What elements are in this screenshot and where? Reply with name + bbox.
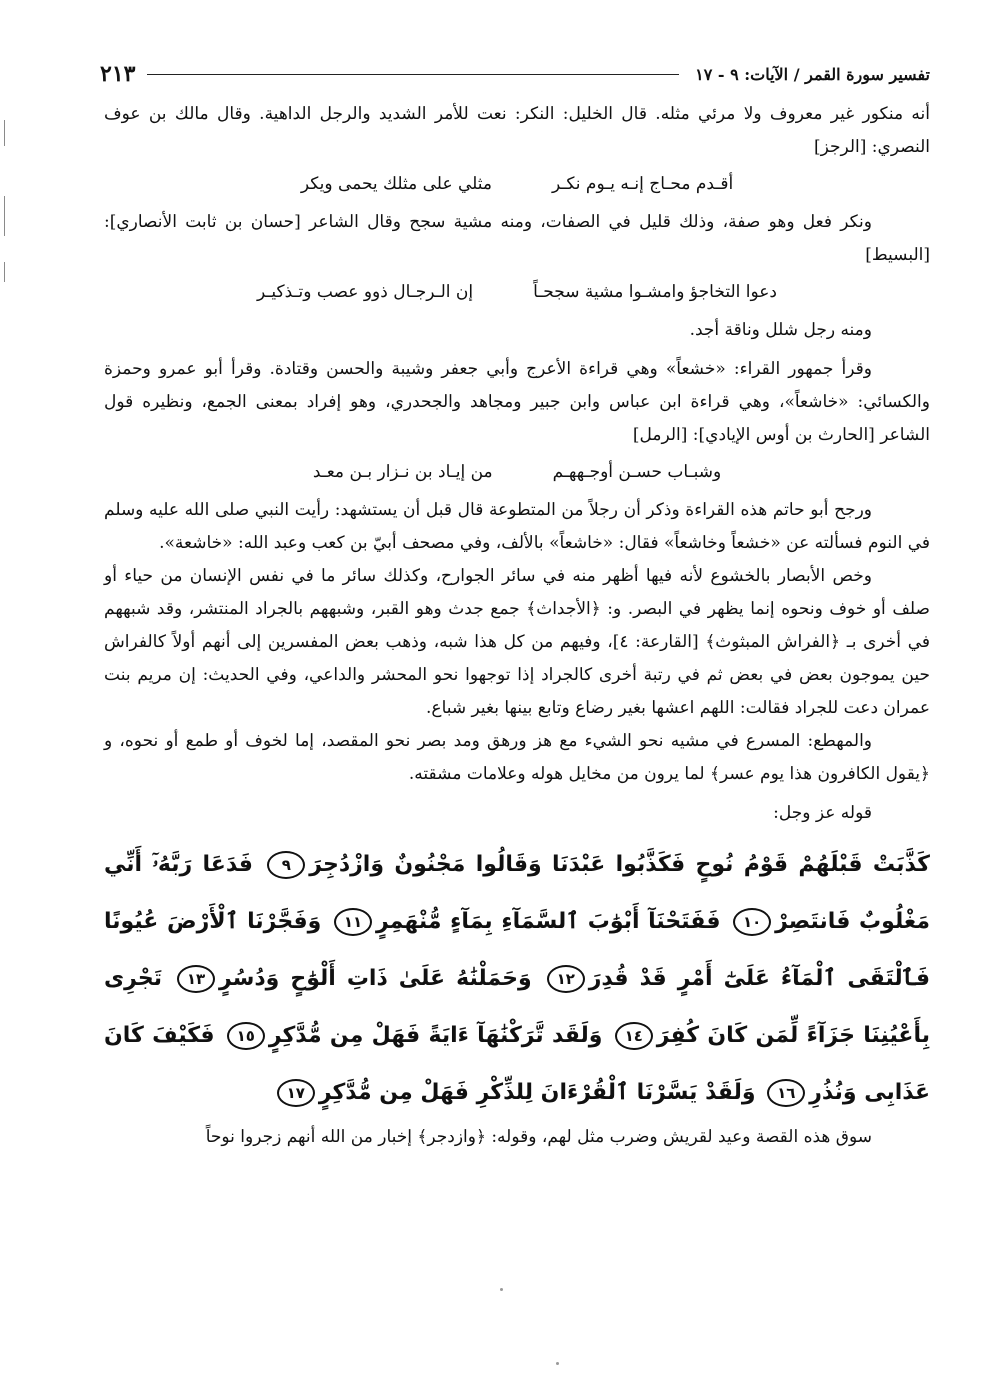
verse-second-hemistich: إن الـرجـال ذوو عصب وتـذكيـر: [257, 282, 474, 302]
poetry-verse: [104, 454, 930, 490]
ayah-number-marker: ١٤: [615, 1022, 653, 1050]
ayah-number-marker: ١٥: [227, 1022, 265, 1050]
ayah-number-marker: ٩: [267, 851, 305, 879]
paragraph: قوله عز وجل:: [773, 803, 872, 823]
ayah-number-marker: ١١: [334, 908, 372, 936]
page-body: [104, 98, 930, 1154]
scan-edge-mark: [4, 262, 5, 282]
quran-ayah: وَلَقَد تَّرَكْنَٰهَآ ءَايَةً فَهَلْ مِن مُّدَّكِرٍ: [268, 1023, 603, 1048]
paragraph: وخص الأبصار بالخشوع لأنه فيها أظهر منه في سائر الجوارح، وكذلك سائر ما في نفس الإنسان من حياء أو صلف أو خوف ونحوه إنما يظهر في البصر. و: ﴿الأجداث﴾ جمع جدث وهو القبر، وشبههم بالجراد المنتشر، وقد شبههم في أخرى بـ ﴿الفراش المبثوث﴾ [القارعة: ٤]، وفيهم من كل هذا شبه، وذهب بعض المفسرين إلى أنهم أولاً كالفراش حين يموجون بعض في بعض ثم في رتبة أخرى كالجراد إذا توجهوا نحو المحشر والداعي، وفي الحديث: إن مريم بنت عمران دعت للجراد فقالت: اللهم اعشها بغير رضاع وتابع بينها بغير شباع.: [104, 566, 930, 718]
quran-ayah: فَدَعَا رَبَّهُۥٓ أَنِّي مَغْلُوبٌ فَانتَصِرْ: [104, 852, 930, 934]
verse-first-hemistich: أقـدم محـاج إنـه يـوم نكـر: [552, 174, 734, 194]
ayah-number-marker: ١٧: [277, 1079, 315, 1107]
verse-second-hemistich: مثلي على مثلك يحمى ويكر: [300, 174, 493, 194]
paragraph: ورجح أبو حاتم هذه القراءة وذكر أن رجلاً من المتطوعة قال قبل أن يستشهد: رأيت النبي صلى الله عليه وسلم في النوم فسألته عن «خشعاً وخاشعاً» فقال: «خاشعاً» بالألف، وفي مصحف أبيّ بن كعب وعبد الله: «خاشعة».: [104, 500, 930, 553]
scan-speck: [500, 1288, 503, 1291]
header-rule: [147, 74, 679, 75]
quran-verses-block: [104, 836, 930, 1121]
paragraph: ومنه رجل شلل وناقة أجد.: [689, 320, 872, 340]
verse-second-hemistich: من إيـاد بن نـزار بـن معـد: [312, 462, 493, 482]
quran-ayah: فَكَيْفَ كَانَ عَذَابِى وَنُذُرِ: [104, 1023, 930, 1105]
quran-ayah: وَحَمَلْنَٰهُ عَلَىٰ ذَاتِ أَلْوَٰحٍ وَدُسُرٍ: [219, 966, 532, 991]
scan-edge-mark: [4, 120, 5, 146]
quran-ayah: وَلَقَدْ يَسَّرْنَا ٱلْقُرْءَانَ لِلذِّكْرِ فَهَلْ مِن مُّدَّكِرٍ: [318, 1080, 756, 1105]
running-title: تفسير سورة القمر / الآيات: ٩ - ١٧: [695, 64, 930, 84]
quran-ayah: فَفَتَحْنَآ أَبْوَٰبَ ٱلسَّمَآءِ بِمَآءٍ مُّنْهَمِرٍ: [375, 909, 721, 934]
verse-first-hemistich: دعوا التخاجؤ وامشـوا مشية سجحـاً: [533, 282, 777, 302]
ayah-number-marker: ١٣: [177, 965, 215, 993]
poetry-verse: [104, 274, 930, 310]
paragraph: وقرأ جمهور القراء: «خشعاً» وهي قراءة الأعرج وأبي جعفر وشيبة والحسن وقتادة. وقرأ أبو عمرو وحمزة والكسائي: «خاشعاً»، وهي قراءة ابن عباس وابن جبير ومجاهد والجحدري، وهو إفراد بمعنى الجمع، ونظيره قول الشاعر [الحارث بن أوس الإيادي]: [الرمل]: [104, 359, 930, 445]
scan-edge-mark: [4, 196, 5, 236]
paragraph: سوق هذه القصة وعيد لقريش وضرب مثل لهم، وقوله: ﴿وازدجر﴾ إخبار من الله أنهم زجروا نوحاً: [205, 1127, 872, 1147]
quran-ayah: كَذَّبَتْ قَبْلَهُمْ قَوْمُ نُوحٍ فَكَذَّبُوا عَبْدَنَا وَقَالُوا مَجْنُونٌ وَازْدُجِرَ: [309, 852, 930, 877]
scan-speck: [556, 1362, 559, 1365]
verse-first-hemistich: وشبـاب حسـن أوجـههـم: [552, 462, 722, 482]
paragraph: والمهطع: المسرع في مشيه نحو الشيء مع هز ورهق ومد بصر نحو المقصد، إما لخوف أو طمع أو نحوه، و ﴿يقول الكافرون هذا يوم عسر﴾ لما يرون من مخايل هوله وعلامات مشقته.: [104, 731, 930, 784]
ayah-number-marker: ١٦: [767, 1079, 805, 1107]
paragraph: ونكر فعل وهو صفة، وذلك قليل في الصفات، ومنه مشية سجح وقال الشاعر [حسان بن ثابت الأنصاري]: [البسيط]: [104, 212, 930, 265]
page-header: [100, 56, 930, 92]
ayah-number-marker: ١٢: [547, 965, 585, 993]
quran-ayah: وَفَجَّرْنَا ٱلْأَرْضَ عُيُونًا فَٱلْتَقَى ٱلْمَآءُ عَلَىٰٓ أَمْرٍ قَدْ قُدِرَ: [104, 909, 930, 991]
quran-ayah: تَجْرِى بِأَعْيُنِنَا جَزَآءً لِّمَن كَانَ كُفِرَ: [104, 966, 930, 1048]
ayah-number-marker: ١٠: [733, 908, 771, 936]
page-number: ٢١٣: [100, 61, 136, 87]
paragraph: أنه منكور غير معروف ولا مرئي مثله. قال الخليل: النكر: نعت للأمر الشديد والرجل الداهية. وقال مالك بن عوف النصري: [الرجز]: [104, 104, 930, 157]
poetry-verse: [104, 166, 930, 202]
